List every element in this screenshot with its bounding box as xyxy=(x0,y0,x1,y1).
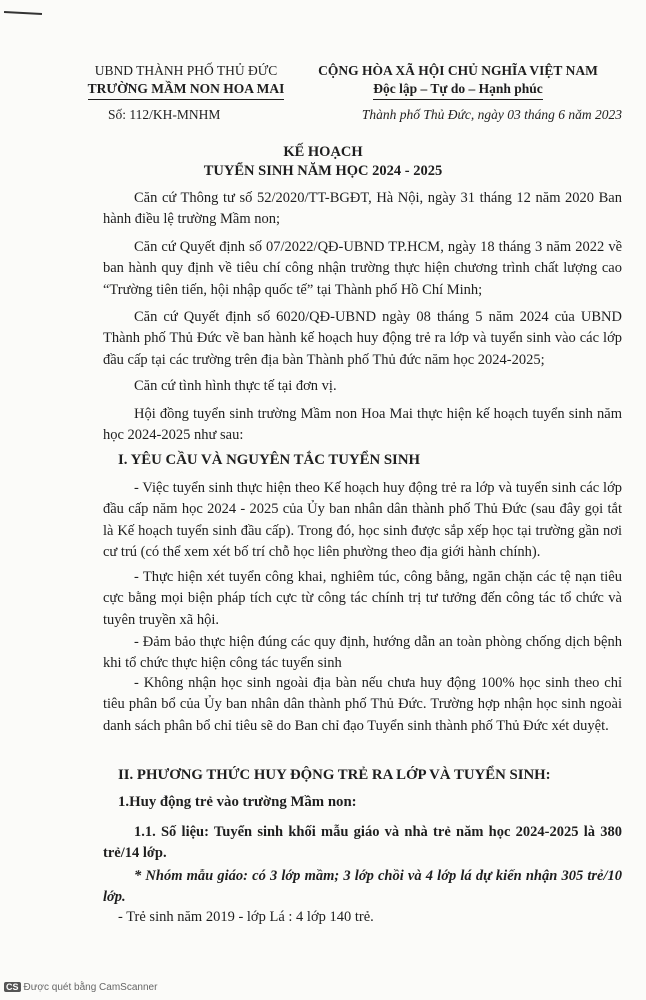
doc-subtitle: TUYỂN SINH NĂM HỌC 2024 - 2025 xyxy=(203,163,443,179)
document-number: Số: 112/KH-MNHM xyxy=(108,107,221,122)
doc-title: KẾ HOẠCH xyxy=(283,144,363,160)
section-2-heading: II. PHƯƠNG THỨC HUY ĐỘNG TRẺ RA LỚP VÀ TUYỂN SINH: xyxy=(118,767,551,783)
intro-paragraph: Hội đồng tuyển sinh trường Mầm non Hoa Mai thực hiện kế hoạch tuyển sinh năm học 2024-2025 như sau: xyxy=(103,406,622,444)
issuing-authority xyxy=(70,62,302,100)
legal-basis-3: Căn cứ Quyết định số 6020/QĐ-UBND ngày 08 tháng 5 năm 2024 của UBND Thành phố Thủ Đức về ban hành kế hoạch huy động trẻ ra lớp và tuyển sinh vào các lớp đầu cấp tại các trường trên địa bàn Thành phố Thủ đức năm học 2024-2025; xyxy=(103,309,622,368)
age-group-detail: - Trẻ sinh năm 2019 - lớp Lá : 4 lớp 140 trẻ. xyxy=(118,909,374,925)
legal-basis-4: Căn cứ tình hình thực tế tại đơn vị. xyxy=(134,378,337,394)
motto: Độc lập – Tự do – Hạnh phúc xyxy=(373,80,543,100)
legal-basis-2: Căn cứ Quyết định số 07/2022/QĐ-UBND TP.HCM, ngày 18 tháng 3 năm 2022 về ban hành quy định về tiêu chí công nhận trường thực hiện chương trình chất lượng cao “Trường tiên tiến, hội nhập quốc tế” tại Thành phố Hồ Chí Minh; xyxy=(103,239,622,298)
document-date: Thành phố Thủ Đức, ngày 03 tháng 6 năm 2023 xyxy=(361,107,622,122)
kindergarten-group: * Nhóm mẫu giáo: có 3 lớp mầm; 3 lớp chồi và 4 lớp lá dự kiến nhận 305 trẻ/10 lớp. xyxy=(103,868,622,906)
principle-4: - Không nhận học sinh ngoài địa bàn nếu chưa huy động 100% học sinh theo chỉ tiêu phân bổ của Ủy ban nhân dân thành phố Thủ Đức. Trường hợp nhận học sinh ngoài danh sách phân bổ chỉ tiêu sẽ do Ban chỉ đạo Tuyển sinh thành phố Thủ Đức xét duyệt. xyxy=(103,675,622,734)
pen-mark xyxy=(4,11,42,15)
scanner-text: Được quét bằng CamScanner xyxy=(23,982,158,993)
national-motto xyxy=(292,62,624,100)
scanner-watermark xyxy=(4,982,157,993)
principle-3: - Đảm bảo thực hiện đúng các quy định, hướng dẫn an toàn phòng chống dịch bệnh khi tổ chức thực hiện công tác tuyển sinh xyxy=(103,634,622,672)
school-name: TRƯỜNG MẦM NON HOA MAI xyxy=(88,80,285,100)
principle-2: - Thực hiện xét tuyển công khai, nghiêm túc, công bằng, ngăn chặn các tệ nạn tiêu cực bằng mọi biện pháp tích cực từ công tác chính trị tư tưởng đến công tác tổ chức và tuyên truyền xã hội. xyxy=(103,569,622,628)
org-line1: UBND THÀNH PHỐ THỦ ĐỨC xyxy=(94,63,278,78)
nation-name: CỘNG HÒA XÃ HỘI CHỦ NGHĨA VIỆT NAM xyxy=(318,63,598,78)
section-1-heading: I. YÊU CẦU VÀ NGUYÊN TẮC TUYỂN SINH xyxy=(118,452,421,468)
camscanner-logo: CS xyxy=(6,982,19,992)
principle-1: - Việc tuyển sinh thực hiện theo Kế hoạch huy động trẻ ra lớp và tuyển sinh các lớp đầu cấp năm học 2024 - 2025 của Ủy ban nhân dân thành phố Thủ Đức (sau đây gọi tắt là Kế hoạch tuyển sinh đầu cấp). Trong đó, học sinh được sắp xếp học tại trường gần nơi cư trú (có thể xem xét bố trí chỗ học liên phường theo địa giới hành chính). xyxy=(103,480,622,561)
enrollment-figures: 1.1. Số liệu: Tuyển sinh khối mẫu giáo và nhà trẻ năm học 2024-2025 là 380 trẻ/14 lớp. xyxy=(103,824,622,862)
legal-basis-1: Căn cứ Thông tư số 52/2020/TT-BGĐT, Hà Nội, ngày 31 tháng 12 năm 2020 Ban hành điều lệ trường Mầm non; xyxy=(103,190,622,228)
subsection-1-heading: 1.Huy động trẻ vào trường Mầm non: xyxy=(118,794,357,810)
